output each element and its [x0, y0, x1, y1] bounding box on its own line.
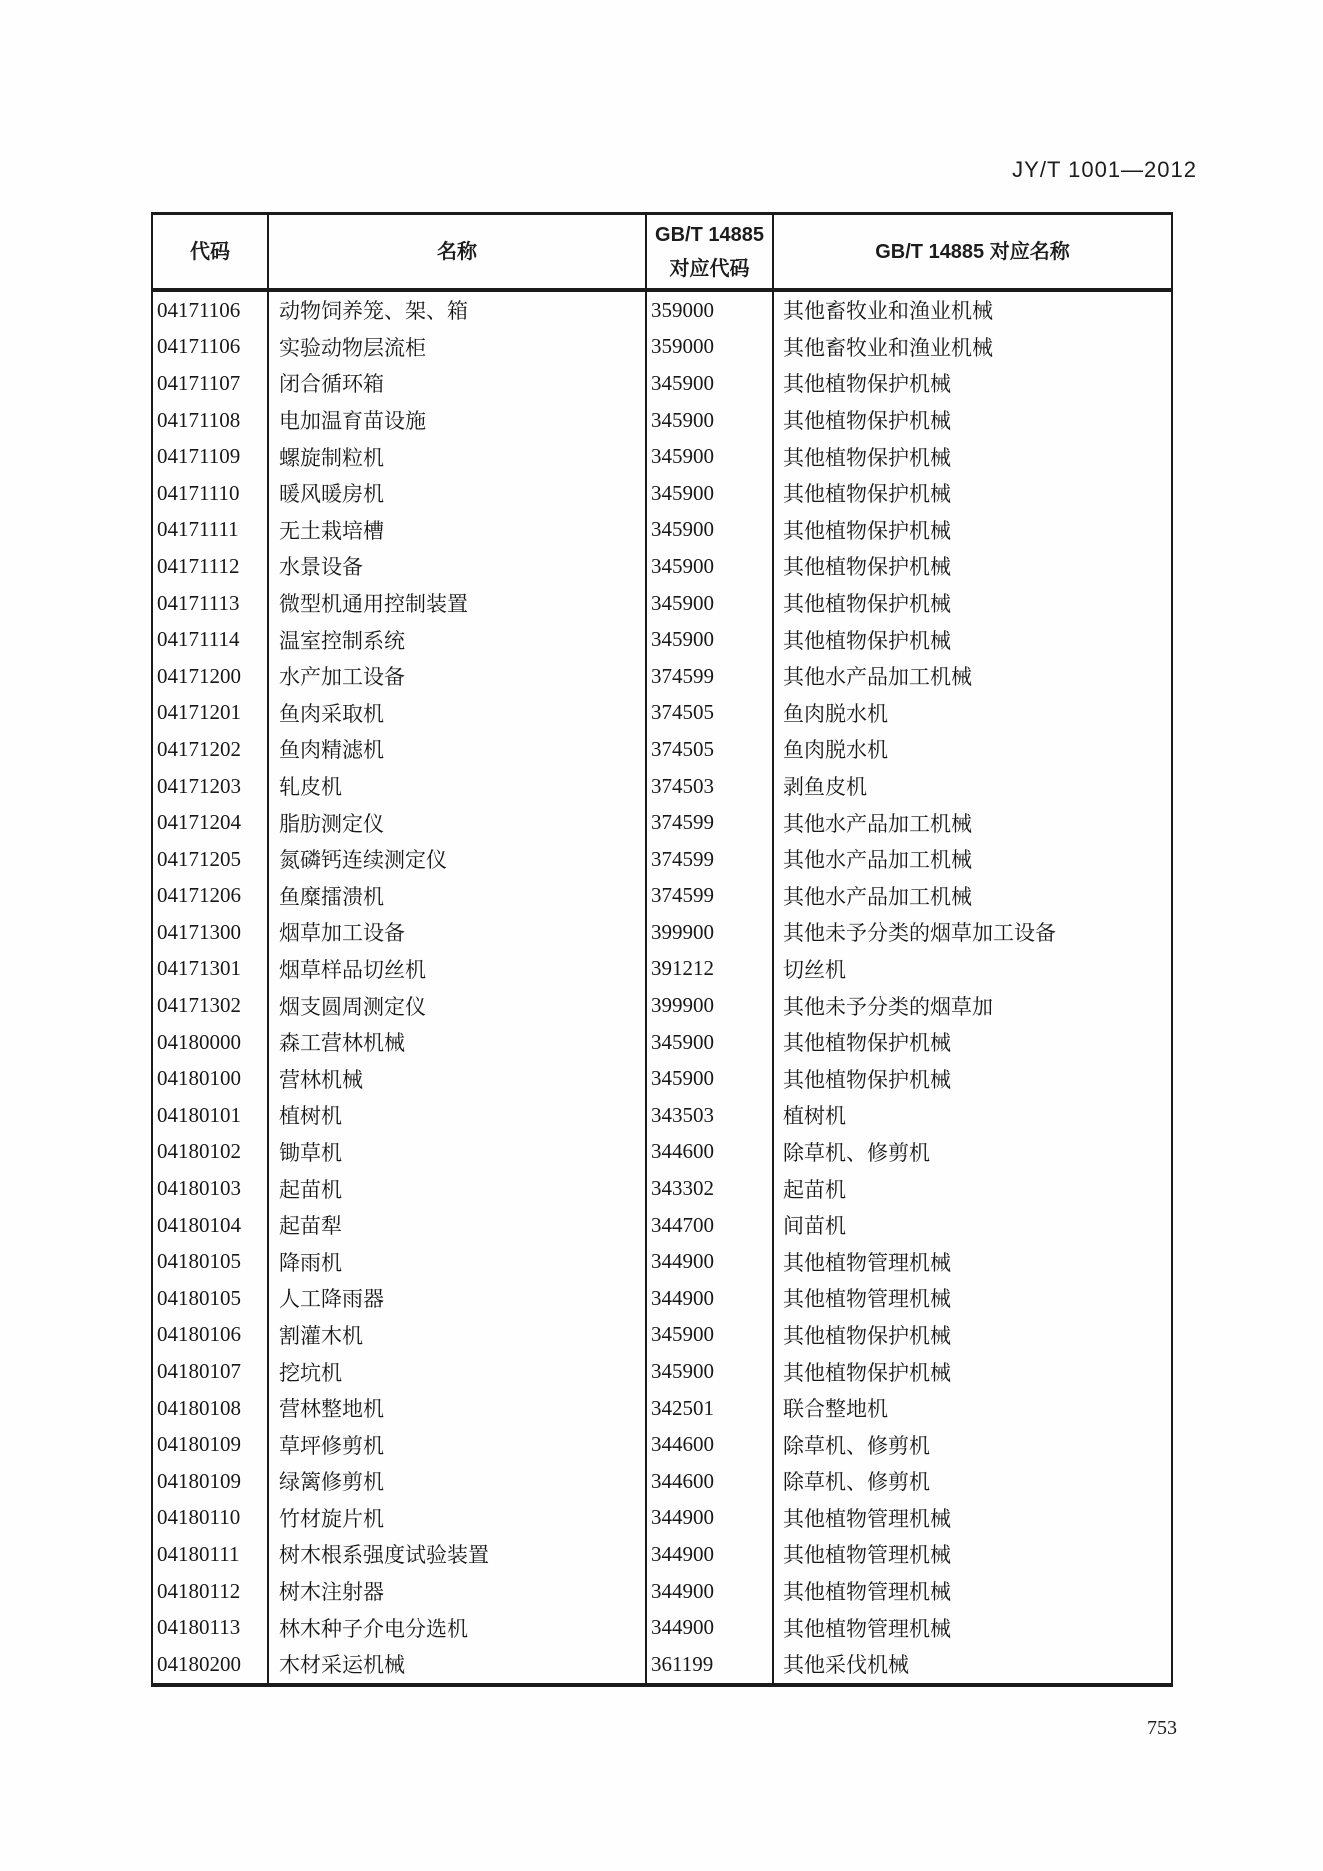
- cell-gbt-name: 其他水产品加工机械: [773, 878, 1172, 915]
- cell-gbt-name: 其他植物保护机械: [773, 512, 1172, 549]
- table-row: [152, 585, 1172, 622]
- cell-name: 闭合循环箱: [268, 365, 646, 402]
- cell-gbt-code: 374599: [646, 658, 773, 695]
- cell-gbt-code: 345900: [646, 1317, 773, 1354]
- cell-name: 锄草机: [268, 1134, 646, 1171]
- table-row: [152, 402, 1172, 439]
- cell-gbt-name: 其他畜牧业和渔业机械: [773, 329, 1172, 366]
- table-row: [152, 365, 1172, 402]
- cell-gbt-code: 342501: [646, 1390, 773, 1427]
- cell-gbt-name: 其他植物保护机械: [773, 438, 1172, 475]
- cell-name: 水景设备: [268, 548, 646, 585]
- cell-gbt-name: 其他植物保护机械: [773, 1060, 1172, 1097]
- cell-name: 水产加工设备: [268, 658, 646, 695]
- table-row: [152, 329, 1172, 366]
- cell-code: 04171204: [157, 810, 241, 835]
- cell-code: 04180113: [157, 1615, 241, 1640]
- cell-gbt-name: 其他未予分类的烟草加: [773, 987, 1172, 1024]
- cell-gbt-code: 344900: [646, 1280, 773, 1317]
- table-row: [152, 1097, 1172, 1134]
- table-row: [152, 1426, 1172, 1463]
- cell-gbt-name: 其他未予分类的烟草加工设备: [773, 914, 1172, 951]
- cell-name: 草坪修剪机: [268, 1426, 646, 1463]
- table-row: [152, 878, 1172, 915]
- cell-code: 04180111: [157, 1541, 240, 1566]
- table-row: [152, 1207, 1172, 1244]
- col-header-gbt-code-line1: GB/T 14885: [655, 223, 764, 246]
- cell-gbt-code: 374599: [646, 841, 773, 878]
- cell-name: 氮磷钙连续测定仪: [268, 841, 646, 878]
- cell-name: 营林机械: [268, 1060, 646, 1097]
- cell-gbt-code: 344900: [646, 1573, 773, 1610]
- cell-gbt-code: 345900: [646, 1060, 773, 1097]
- table-row: [152, 1609, 1172, 1646]
- cell-name: 树木注射器: [268, 1573, 646, 1610]
- cell-code: 04180101: [157, 1102, 241, 1127]
- table-row: [152, 1573, 1172, 1610]
- cell-name: 营林整地机: [268, 1390, 646, 1427]
- cell-name: 绿篱修剪机: [268, 1463, 646, 1500]
- cell-gbt-code: 374599: [646, 804, 773, 841]
- cell-gbt-name: 其他植物保护机械: [773, 475, 1172, 512]
- cell-code: 04180000: [157, 1029, 241, 1054]
- cell-gbt-code: 344600: [646, 1134, 773, 1171]
- cell-code: 04171112: [157, 553, 240, 578]
- cell-code: 04180109: [157, 1432, 241, 1457]
- table-row: [152, 914, 1172, 951]
- table-row: [152, 290, 1172, 329]
- col-header-gbt-name: [773, 214, 1172, 291]
- cell-gbt-code: 344900: [646, 1243, 773, 1280]
- table-row: [152, 1280, 1172, 1317]
- cell-gbt-code: 345900: [646, 512, 773, 549]
- cell-name: 割灌木机: [268, 1317, 646, 1354]
- cell-name: 木材采运机械: [268, 1646, 646, 1685]
- header-row: [152, 214, 1172, 291]
- cell-code: 04180109: [157, 1468, 241, 1493]
- cell-name: 温室控制系统: [268, 621, 646, 658]
- cell-code: 04171107: [157, 370, 241, 395]
- cell-code: 04171200: [157, 663, 241, 688]
- table-row: [152, 1646, 1172, 1685]
- cell-name: 森工营林机械: [268, 1024, 646, 1061]
- cell-gbt-name: 切丝机: [773, 951, 1172, 988]
- cell-code: 04171202: [157, 736, 241, 761]
- cell-gbt-name: 除草机、修剪机: [773, 1463, 1172, 1500]
- cell-code: 04180107: [157, 1359, 241, 1384]
- col-header-gbt-code: [646, 214, 773, 291]
- cell-gbt-name: 其他植物保护机械: [773, 1024, 1172, 1061]
- cell-gbt-name: 剥鱼皮机: [773, 768, 1172, 805]
- cell-gbt-name: 鱼肉脱水机: [773, 731, 1172, 768]
- col-header-code: [152, 214, 268, 291]
- cell-code: 04171113: [157, 590, 240, 615]
- col-header-name: [268, 214, 646, 291]
- table-row: [152, 658, 1172, 695]
- cell-gbt-name: 其他植物保护机械: [773, 402, 1172, 439]
- table-header: [152, 214, 1172, 291]
- code-mapping-table: [151, 212, 1173, 1687]
- cell-gbt-name: 其他植物保护机械: [773, 585, 1172, 622]
- cell-name: 轧皮机: [268, 768, 646, 805]
- cell-gbt-code: 344700: [646, 1207, 773, 1244]
- cell-code: 04171201: [157, 700, 241, 725]
- cell-gbt-name: 除草机、修剪机: [773, 1134, 1172, 1171]
- cell-gbt-name: 其他植物管理机械: [773, 1280, 1172, 1317]
- cell-gbt-code: 359000: [646, 290, 773, 329]
- cell-code: 04180100: [157, 1066, 241, 1091]
- table-row: [152, 695, 1172, 732]
- cell-gbt-code: 344900: [646, 1609, 773, 1646]
- col-header-code-label: 代码: [190, 240, 230, 263]
- cell-code: 04171206: [157, 883, 241, 908]
- cell-code: 04171301: [157, 956, 241, 981]
- cell-name: 电加温育苗设施: [268, 402, 646, 439]
- cell-code: 04171110: [157, 480, 240, 505]
- cell-gbt-code: 399900: [646, 987, 773, 1024]
- cell-name: 烟草加工设备: [268, 914, 646, 951]
- cell-gbt-name: 其他植物保护机械: [773, 365, 1172, 402]
- cell-gbt-code: 345900: [646, 548, 773, 585]
- cell-name: 起苗犁: [268, 1207, 646, 1244]
- cell-name: 树木根系强度试验装置: [268, 1536, 646, 1573]
- cell-code: 04171111: [157, 517, 239, 542]
- table-row: [152, 548, 1172, 585]
- cell-name: 起苗机: [268, 1170, 646, 1207]
- cell-code: 04171108: [157, 407, 241, 432]
- table-row: [152, 1500, 1172, 1537]
- cell-gbt-code: 344600: [646, 1426, 773, 1463]
- cell-code: 04180110: [157, 1505, 241, 1530]
- table-row: [152, 1317, 1172, 1354]
- cell-gbt-code: 345900: [646, 365, 773, 402]
- cell-name: 降雨机: [268, 1243, 646, 1280]
- table-row: [152, 768, 1172, 805]
- cell-code: 04171114: [157, 627, 240, 652]
- cell-name: 植树机: [268, 1097, 646, 1134]
- cell-code: 04171203: [157, 773, 241, 798]
- cell-code: 04171205: [157, 846, 241, 871]
- cell-gbt-code: 374505: [646, 731, 773, 768]
- cell-gbt-code: 344900: [646, 1536, 773, 1573]
- table-row: [152, 1536, 1172, 1573]
- cell-gbt-name: 除草机、修剪机: [773, 1426, 1172, 1463]
- cell-code: 04180105: [157, 1285, 241, 1310]
- cell-gbt-name: 植树机: [773, 1097, 1172, 1134]
- cell-code: 04180102: [157, 1139, 241, 1164]
- cell-gbt-name: 其他畜牧业和渔业机械: [773, 290, 1172, 329]
- table-row: [152, 438, 1172, 475]
- cell-gbt-name: 其他植物保护机械: [773, 548, 1172, 585]
- cell-gbt-code: 399900: [646, 914, 773, 951]
- table-row: [152, 475, 1172, 512]
- cell-name: 挖坑机: [268, 1353, 646, 1390]
- cell-gbt-name: 其他植物管理机械: [773, 1573, 1172, 1610]
- cell-gbt-name: 起苗机: [773, 1170, 1172, 1207]
- cell-name: 微型机通用控制装置: [268, 585, 646, 622]
- cell-code: 04180105: [157, 1249, 241, 1274]
- cell-gbt-name: 其他采伐机械: [773, 1646, 1172, 1685]
- standard-number-header: JY/T 1001—2012: [1012, 157, 1197, 182]
- table-body: [152, 290, 1172, 1685]
- cell-gbt-name: 其他植物保护机械: [773, 1317, 1172, 1354]
- cell-gbt-name: 其他水产品加工机械: [773, 804, 1172, 841]
- table-row: [152, 621, 1172, 658]
- cell-gbt-code: 345900: [646, 1353, 773, 1390]
- col-header-name-label: 名称: [437, 240, 477, 263]
- cell-gbt-code: 344900: [646, 1500, 773, 1537]
- cell-name: 螺旋制粒机: [268, 438, 646, 475]
- table-row: [152, 1170, 1172, 1207]
- cell-name: 鱼糜擂溃机: [268, 878, 646, 915]
- table-row: [152, 951, 1172, 988]
- table-row: [152, 804, 1172, 841]
- cell-gbt-code: 343503: [646, 1097, 773, 1134]
- cell-gbt-code: 344600: [646, 1463, 773, 1500]
- cell-name: 脂肪测定仪: [268, 804, 646, 841]
- cell-code: 04180104: [157, 1212, 241, 1237]
- cell-gbt-code: 359000: [646, 329, 773, 366]
- table-row: [152, 987, 1172, 1024]
- cell-gbt-name: 间苗机: [773, 1207, 1172, 1244]
- cell-gbt-code: 345900: [646, 438, 773, 475]
- table-row: [152, 1353, 1172, 1390]
- cell-name: 实验动物层流柜: [268, 329, 646, 366]
- cell-code: 04171106: [157, 334, 241, 359]
- cell-gbt-code: 374599: [646, 878, 773, 915]
- cell-gbt-code: 374505: [646, 695, 773, 732]
- table-row: [152, 1024, 1172, 1061]
- cell-gbt-name: 联合整地机: [773, 1390, 1172, 1427]
- table-row: [152, 512, 1172, 549]
- table-row: [152, 1134, 1172, 1171]
- cell-gbt-code: 391212: [646, 951, 773, 988]
- col-header-gbt-code-line2: 对应代码: [669, 257, 750, 280]
- cell-gbt-name: 其他植物管理机械: [773, 1243, 1172, 1280]
- cell-code: 04171106: [157, 297, 241, 322]
- cell-code: 04171109: [157, 444, 241, 469]
- col-header-gbt-name-label: GB/T 14885 对应名称: [875, 240, 1070, 263]
- cell-gbt-name: 其他水产品加工机械: [773, 658, 1172, 695]
- cell-code: 04180112: [157, 1578, 241, 1603]
- cell-name: 无土栽培槽: [268, 512, 646, 549]
- cell-name: 林木种子介电分选机: [268, 1609, 646, 1646]
- cell-gbt-name: 其他植物管理机械: [773, 1500, 1172, 1537]
- table-row: [152, 1060, 1172, 1097]
- cell-gbt-code: 345900: [646, 402, 773, 439]
- cell-gbt-code: 345900: [646, 585, 773, 622]
- cell-name: 暖风暖房机: [268, 475, 646, 512]
- cell-name: 烟草样品切丝机: [268, 951, 646, 988]
- table-row: [152, 731, 1172, 768]
- cell-gbt-name: 其他水产品加工机械: [773, 841, 1172, 878]
- cell-name: 竹材旋片机: [268, 1500, 646, 1537]
- cell-code: 04180108: [157, 1395, 241, 1420]
- cell-name: 烟支圆周测定仪: [268, 987, 646, 1024]
- cell-gbt-name: 其他植物管理机械: [773, 1609, 1172, 1646]
- cell-gbt-name: 其他植物保护机械: [773, 621, 1172, 658]
- cell-gbt-code: 345900: [646, 1024, 773, 1061]
- cell-gbt-name: 其他植物管理机械: [773, 1536, 1172, 1573]
- cell-gbt-code: 361199: [646, 1646, 773, 1685]
- cell-code: 04180103: [157, 1176, 241, 1201]
- table-row: [152, 1390, 1172, 1427]
- cell-gbt-code: 343302: [646, 1170, 773, 1207]
- table-row: [152, 1243, 1172, 1280]
- cell-code: 04171302: [157, 993, 241, 1018]
- page-number: 753: [1147, 1717, 1177, 1739]
- cell-name: 鱼肉精滤机: [268, 731, 646, 768]
- cell-code: 04171300: [157, 919, 241, 944]
- cell-name: 鱼肉采取机: [268, 695, 646, 732]
- table-row: [152, 1463, 1172, 1500]
- cell-gbt-code: 345900: [646, 621, 773, 658]
- cell-gbt-code: 374503: [646, 768, 773, 805]
- cell-name: 人工降雨器: [268, 1280, 646, 1317]
- cell-code: 04180106: [157, 1322, 241, 1347]
- cell-gbt-name: 其他植物保护机械: [773, 1353, 1172, 1390]
- cell-name: 动物饲养笼、架、箱: [268, 290, 646, 329]
- cell-code: 04180200: [157, 1651, 241, 1676]
- cell-gbt-name: 鱼肉脱水机: [773, 695, 1172, 732]
- table-row: [152, 841, 1172, 878]
- cell-gbt-code: 345900: [646, 475, 773, 512]
